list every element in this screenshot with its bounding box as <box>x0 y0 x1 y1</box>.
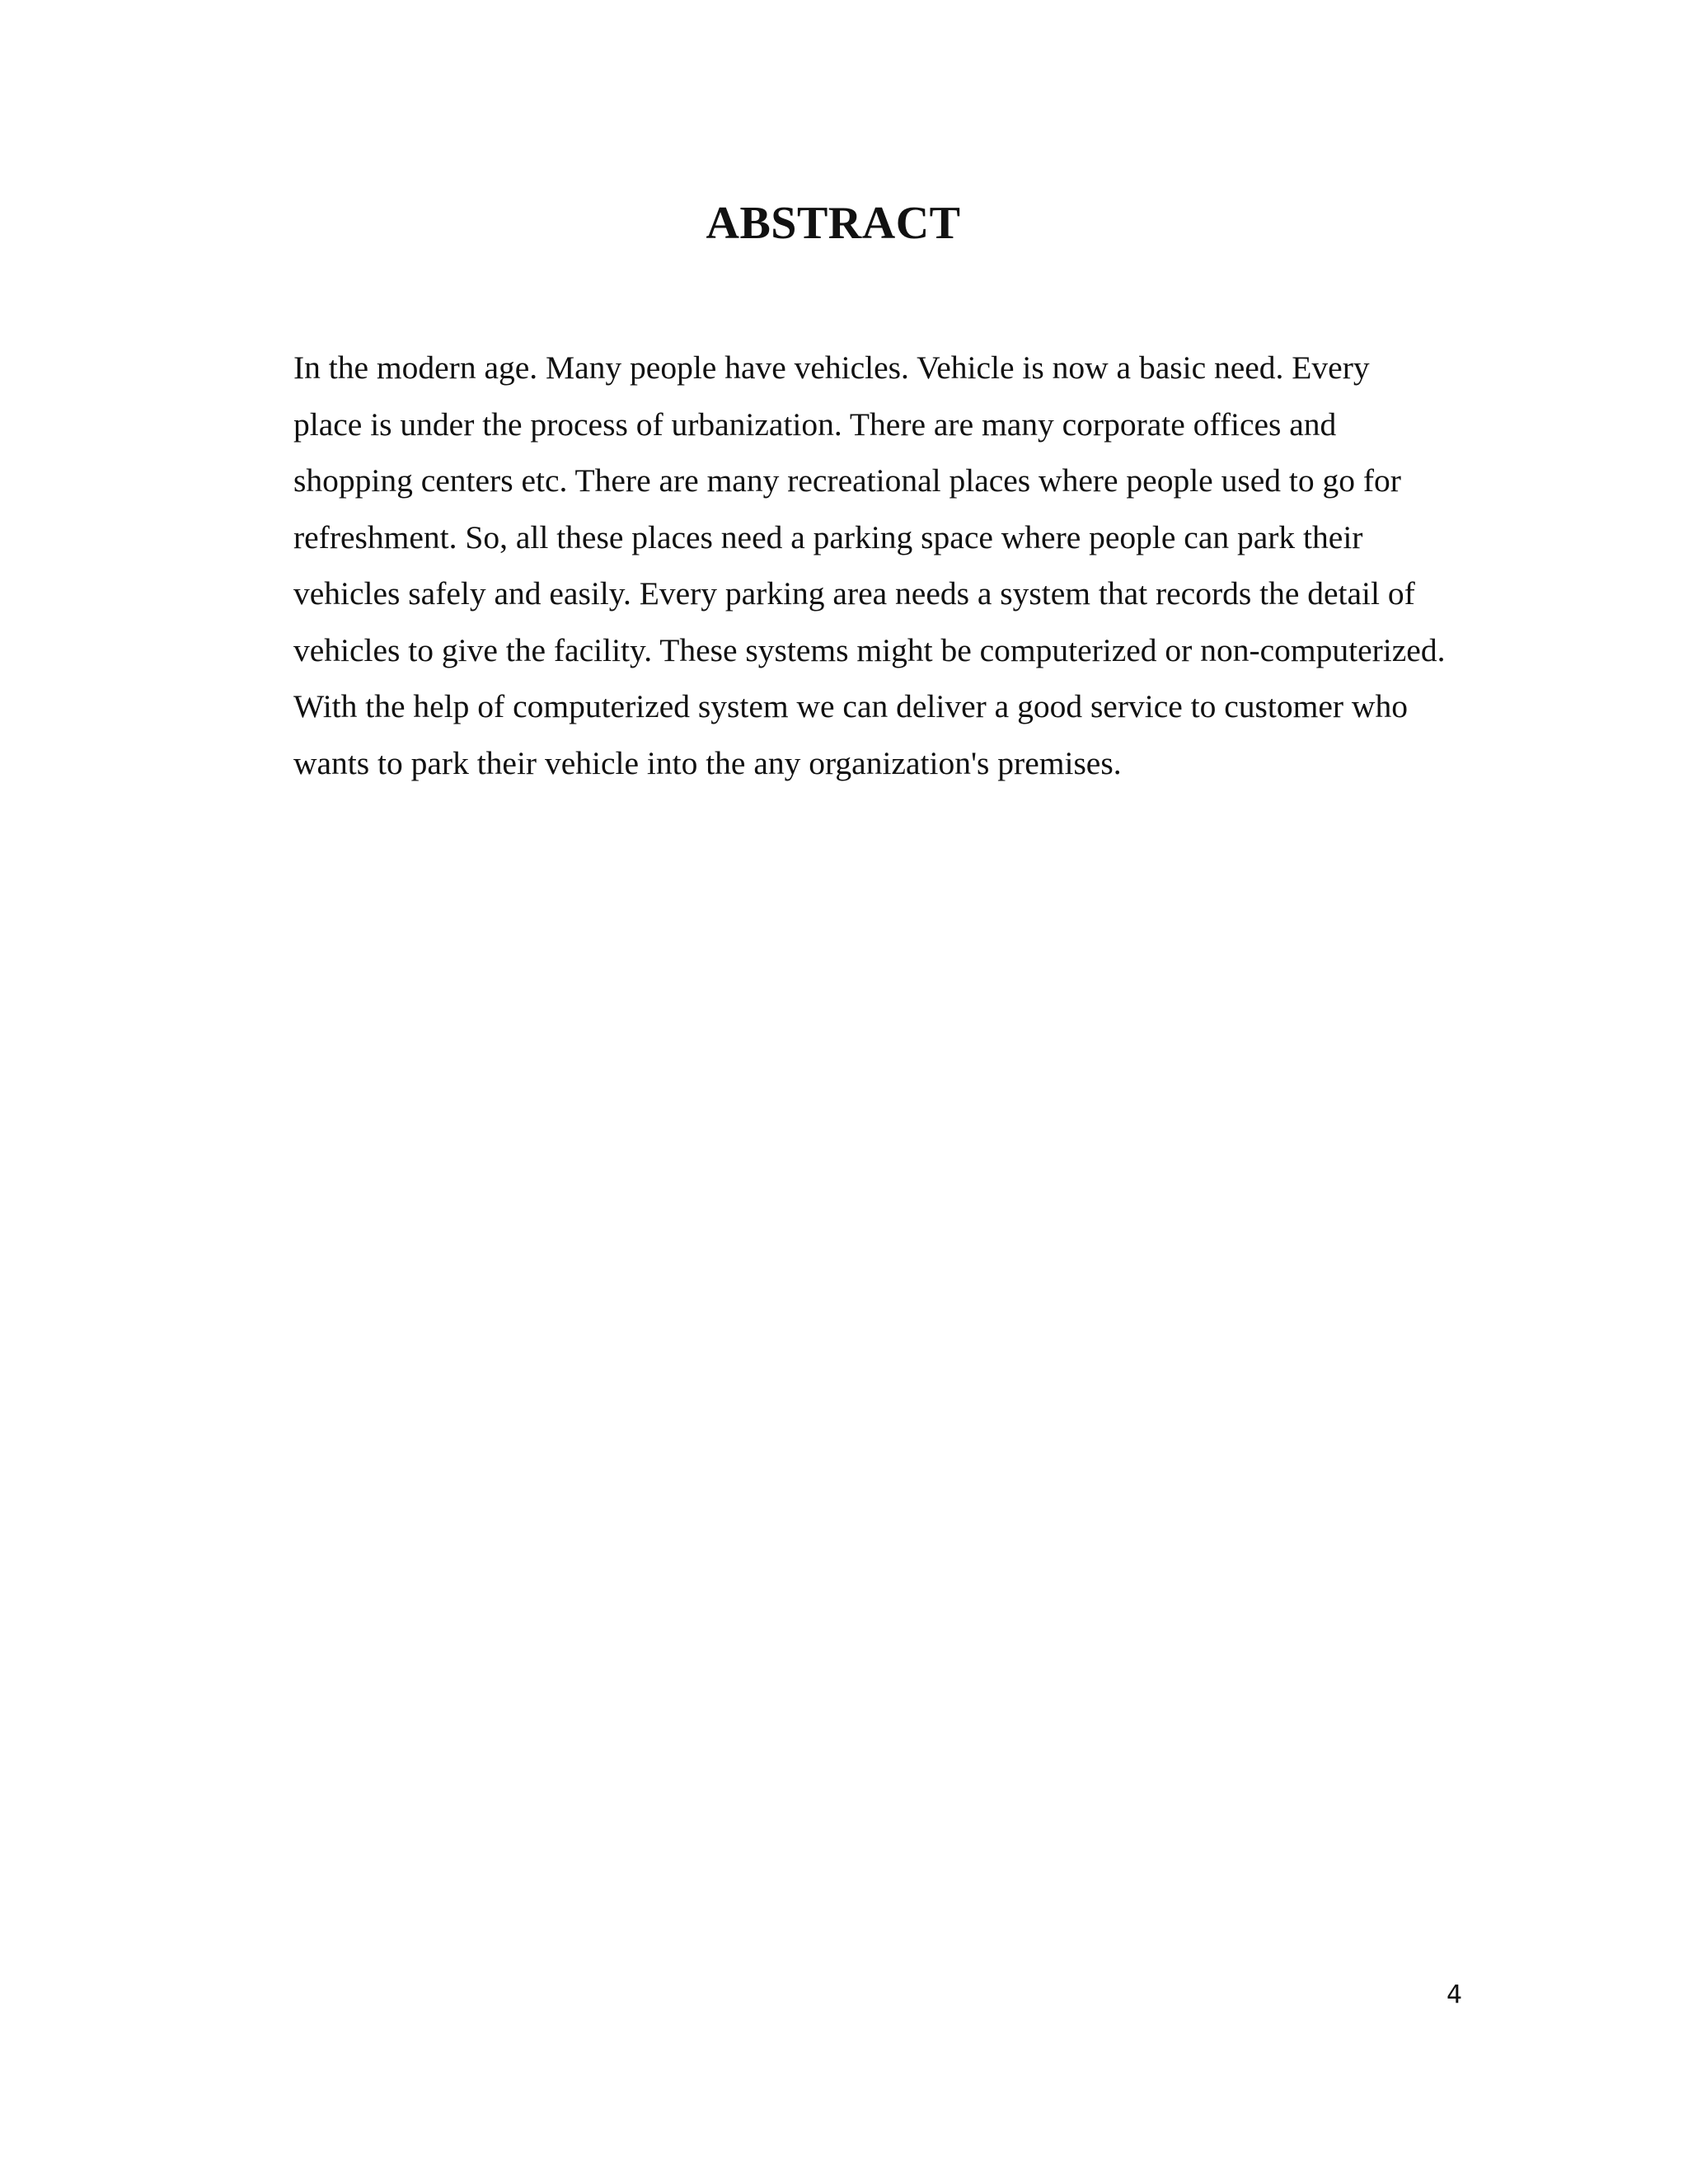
paragraph-line: In the modern age. Many people have vehicles. Vehicle is now a basic need. Every <box>293 349 1370 386</box>
paragraph-line: shopping centers etc. There are many recreational places where people used to go for <box>293 462 1401 499</box>
abstract-paragraph <box>293 340 1464 791</box>
paragraph-line: refreshment. So, all these places need a parking space where people can park their <box>293 518 1363 555</box>
paragraph-line: vehicles to give the facility. These systems might be computerized or non-computerized. <box>293 631 1446 668</box>
paragraph-line: place is under the process of urbanization. There are many corporate offices and <box>293 405 1337 443</box>
paragraph-line: wants to park their vehicle into the any organization's premises. <box>293 744 1122 781</box>
paragraph-line: vehicles safely and easily. Every parking area needs a system that records the detail of <box>293 575 1415 612</box>
page-number: 4 <box>1447 1980 1463 2009</box>
paragraph-line: With the help of computerized system we can deliver a good service to customer who <box>293 688 1408 724</box>
abstract-heading: ABSTRACT <box>706 198 961 249</box>
